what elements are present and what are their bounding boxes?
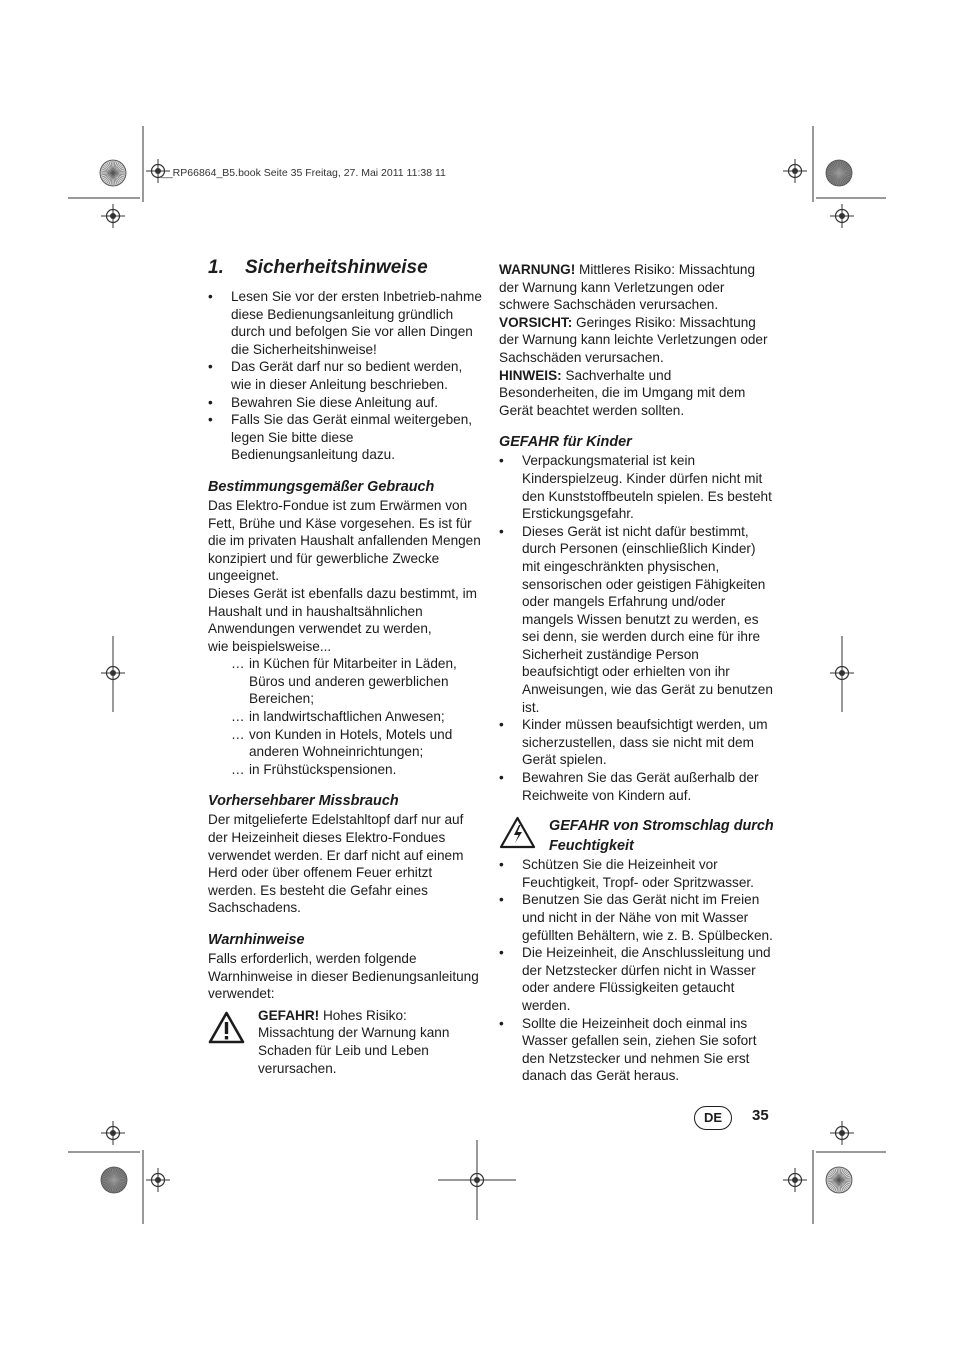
children-danger-heading: GEFAHR für Kinder (499, 434, 632, 451)
list-item: • Sollte die Heizeinheit doch einmal ins Wasser gefallen sein, ziehen Sie sofort den Netzstecker und nehmen Sie erst danach das Gerät heraus. (499, 1015, 774, 1085)
registration-target (101, 204, 125, 228)
list-item-text: in Frühstückspensionen. (249, 761, 397, 777)
list-item: • Bewahren Sie das Gerät außerhalb der Reichweite von Kindern auf. (499, 769, 774, 804)
intended-use-paragraph: Dieses Gerät ist ebenfalls dazu bestimmt, im Haushalt und in haushaltsähnlichen Anwendungen verwendet zu werden, (208, 585, 477, 637)
page-number: 35 (752, 1107, 769, 1124)
list-item: • Schützen Sie die Heizeinheit vor Feuchtigkeit, Tropf- oder Spritzwasser. (499, 856, 774, 891)
caution-definition (499, 314, 774, 367)
list-item (208, 761, 483, 779)
caution-text: Geringes Risiko: Missachtung der Warnung kann leichte Verletzungen oder Sachschäden verursachen. (499, 314, 768, 365)
warning-label: WARNUNG! (499, 262, 576, 277)
list-item-text: in Küchen für Mitarbeiter in Läden, Büros und anderen gewerblichen Bereichen; (249, 656, 457, 707)
note-label: HINWEIS: (499, 367, 562, 383)
children-danger-list (499, 452, 774, 804)
registration-target (830, 1121, 854, 1145)
list-item: • Bewahren Sie diese Anleitung auf. (208, 394, 483, 412)
list-item: • Falls Sie das Gerät einmal weitergeben, legen Sie bitte diese Bedienungsanleitung dazu. (208, 411, 483, 464)
misuse-heading: Vorhersehbarer Missbrauch (208, 793, 399, 810)
note-definition (499, 367, 774, 420)
warning-text: Mittleres Risiko: Missachtung der Warnung kann Verletzungen oder schwere Sachschäden verursachen. (499, 262, 756, 313)
list-item: • Dieses Gerät ist nicht dafür bestimmt, durch Personen (einschließlich Kinder) mit eingeschränkten physischen, sensorischen oder geistigen Fähigkeiten oder mangels Erfahrung und/oder mangels Wissen benutzt zu werden, es sei denn, sie werden durch eine für ihre Sicherheit zuständige Person beaufsichtigt oder erhielten von ihr Anweisungen, wie das Gerät zu benutzen ist. (499, 523, 774, 717)
ellipsis-marker: … (231, 709, 245, 725)
language-badge: DE (694, 1106, 732, 1130)
list-item (208, 655, 483, 708)
intro-list (208, 288, 483, 464)
print-job-line: __RP66864_B5.book Seite 35 Freitag, 27. Mai 2011 11:38 11 (161, 167, 446, 179)
color-star-target (826, 160, 852, 186)
misuse-paragraph: Der mitgelieferte Edelstahltopf darf nur auf der Heizeinheit dieses Elektro-Fondues verwendet werden. Er darf nicht auf einem Herd oder über offenem Feuer erhitzt werden. Es besteht die Gefahr eines Sachschadens. (208, 812, 464, 916)
danger-text: Hohes Risiko: Missachtung der Warnung kann Schaden für Leib und Leben verursachen. (258, 1007, 450, 1076)
list-item: • Benutzen Sie das Gerät nicht im Freien und nicht in der Nähe von mit Wasser gefüllten Behältern, wie z. B. Spülbecken. (499, 891, 774, 944)
danger-label: GEFAHR! (258, 1007, 320, 1023)
warning-triangle-icon (208, 1011, 245, 1044)
registration-target (783, 159, 807, 183)
caution-label: VORSICHT: (499, 314, 573, 330)
ellipsis-marker: … (231, 726, 245, 742)
electric-shock-icon (499, 816, 536, 849)
registration-target (783, 1168, 807, 1192)
ellipsis-marker: … (231, 656, 245, 672)
section-title-text: Sicherheitshinweise (245, 257, 428, 278)
intended-use-heading: Bestimmungsgemäßer Gebrauch (208, 478, 435, 495)
list-item: • Verpackungsmaterial ist kein Kinderspielzeug. Kinder dürfen nicht mit den Kunststoffbeuteln spielen. Es besteht Erstickungsgefahr. (499, 452, 774, 522)
section-title (208, 256, 483, 280)
list-item: • Die Heizeinheit, die Anschlussleitung und der Netzstecker dürfen nicht in Wasser oder andere Flüssigkeiten getaucht werden. (499, 944, 774, 1014)
list-item-text: in landwirtschaftlichen Anwesen; (249, 709, 445, 725)
intended-use-paragraph: Das Elektro-Fondue ist zum Erwärmen von Fett, Brühe und Käse vorgesehen. Es ist für die im privaten Haushalt anfallenden Mengen konzipiert und für gewerbliche Zwecke ungeeignet. (208, 497, 481, 584)
note-text: Sachverhalte und Besonderheiten, die im Umgang mit dem Gerät beachtet werden sollten. (499, 367, 746, 418)
list-item: • Lesen Sie vor der ersten Inbetrieb-nahme diese Bedienungsanleitung gründlich durch und befolgen Sie vor allen Dingen die Sicherheitshinweise! (208, 288, 483, 358)
ellipsis-marker: … (231, 761, 245, 777)
electric-danger-heading: GEFAHR von Stromschlag durch Feuchtigkeit (549, 818, 774, 855)
danger-note (208, 1007, 483, 1077)
list-item: • Kinder müssen beaufsichtigt werden, um sicherzustellen, dass sie nicht mit dem Gerät spielen. (499, 716, 774, 769)
usage-examples-list (208, 655, 483, 778)
intended-use-paragraph: wie beispielsweise... (208, 638, 332, 654)
warnings-heading: Warnhinweise (208, 932, 305, 948)
warnings-paragraph: Falls erforderlich, werden folgende Warnhinweise in dieser Bedienungsanleitung verwendet: (208, 951, 479, 1002)
color-star-target (100, 160, 126, 186)
right-column (499, 261, 774, 1085)
electric-danger-list (499, 856, 774, 1085)
list-item: • Das Gerät darf nur so bedient werden, wie in dieser Anleitung beschrieben. (208, 358, 483, 393)
list-item-text: von Kunden in Hotels, Motels und anderen Wohneinrichtungen; (249, 726, 453, 760)
warning-definition (499, 261, 774, 314)
registration-target (101, 1121, 125, 1145)
list-item (208, 708, 483, 726)
color-star-target (101, 1167, 127, 1193)
left-column (208, 256, 483, 1077)
electric-danger-header (499, 816, 774, 856)
color-star-target (826, 1167, 852, 1193)
section-number: 1. (208, 257, 224, 278)
registration-target (830, 204, 854, 228)
list-item (208, 726, 483, 761)
registration-target (146, 1168, 170, 1192)
